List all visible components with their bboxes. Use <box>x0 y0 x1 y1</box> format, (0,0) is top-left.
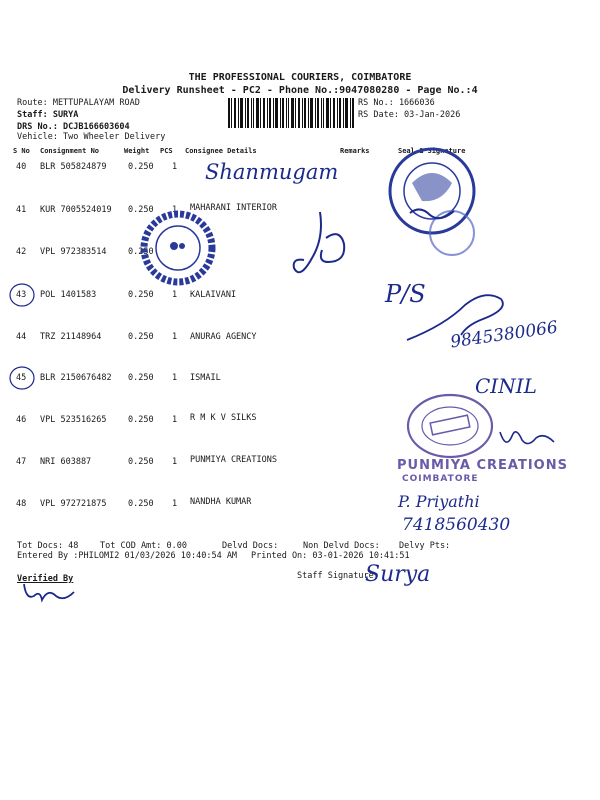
row-pcs: 1 <box>172 290 178 300</box>
entered-by: Entered By :PHILOMI2 01/03/2026 10:40:54 AM <box>17 551 238 561</box>
row-consignee: NANDHA KUMAR <box>190 497 252 507</box>
total-cod-amount: Tot COD Amt: 0.00 <box>100 541 187 551</box>
row-pcs: 1 <box>172 205 178 215</box>
printed-on: Printed On: 03-01-2026 10:41:51 <box>251 551 410 561</box>
row-pcs: 1 <box>172 373 178 383</box>
staff-signature-label: Staff Signature <box>297 571 374 581</box>
row-consignee: MAHARANI INTERIOR <box>190 203 277 213</box>
company-title: THE PROFESSIONAL COURIERS, COIMBATORE <box>188 72 412 83</box>
row-consignment: VPL 972721875 <box>40 499 107 509</box>
drs-label: DRS No.: DCJB166603604 <box>17 122 130 132</box>
col-consignee: Consignee Details <box>185 147 257 155</box>
stamp-punmiya-city: COIMBATORE <box>402 474 479 484</box>
row-pcs: 1 <box>172 415 178 425</box>
row-weight: 0.250 <box>128 457 154 467</box>
row-weight: 0.250 <box>128 290 154 300</box>
rs-date: RS Date: 03-Jan-2026 <box>358 110 461 120</box>
row-weight: 0.250 <box>128 415 154 425</box>
route-label: Route: METTUPALAYAM ROAD <box>17 98 140 108</box>
handwritten-signature-45: CINIL <box>475 374 537 398</box>
col-consignment: Consignment No <box>40 147 100 155</box>
seal-stamp-icon <box>372 143 492 263</box>
row-sno: 48 <box>16 499 27 509</box>
row-weight: 0.250 <box>128 499 154 509</box>
runsheet-subtitle: Delivery Runsheet - PC2 - Phone No.:9047080280 - Page No.:4 <box>122 85 478 96</box>
row-pcs: 1 <box>172 332 178 342</box>
row-sno: 47 <box>16 457 27 467</box>
row-weight: 0.250 <box>128 205 154 215</box>
row-consignment: TRZ 21148964 <box>40 332 102 342</box>
stamp-punmiya-creations: PUNMIYA CREATIONS <box>397 458 568 473</box>
col-seal-signature: Seal & Signature <box>398 147 466 155</box>
handwritten-scribble-42 <box>290 208 360 288</box>
delivered-docs: Delvd Docs: <box>222 541 279 551</box>
row-consignment: POL 1401583 <box>40 290 97 300</box>
verifier-signature-icon <box>20 580 80 606</box>
row-sno: 45 <box>16 373 27 383</box>
row-pcs: 1 <box>172 499 178 509</box>
round-stamp-icon <box>140 210 216 286</box>
vehicle-label: Vehicle: Two Wheeler Delivery <box>17 132 166 142</box>
col-pcs: PCS <box>160 147 173 155</box>
row-pcs: 1 <box>172 162 178 172</box>
non-delivered-docs: Non Delvd Docs: <box>303 541 380 551</box>
row-consignee: ISMAIL <box>190 373 221 383</box>
handwritten-name-48: P. Priyathi <box>398 492 480 511</box>
row-weight: 0.250 <box>128 332 154 342</box>
handwritten-signature-40: Shanmugam <box>205 160 339 184</box>
row-consignee: ANURAG AGENCY <box>190 332 257 342</box>
row-sno: 43 <box>16 290 27 300</box>
circle-mark-45 <box>8 365 38 393</box>
row-weight: 0.250 <box>128 247 154 257</box>
signature-stroke-46 <box>498 422 558 450</box>
row-sno: 46 <box>16 415 27 425</box>
total-docs: Tot Docs: 48 <box>17 541 79 551</box>
row-sno: 40 <box>16 162 27 172</box>
row-consignee: R M K V SILKS <box>190 413 257 423</box>
handwritten-signature-43: P/S <box>385 280 426 308</box>
row-consignee: KALAIVANI <box>190 290 237 300</box>
row-pcs: 1 <box>172 457 178 467</box>
row-sno: 42 <box>16 247 27 257</box>
staff-label: Staff: SURYA <box>17 110 79 120</box>
row-consignment: BLR 2150676482 <box>40 373 112 383</box>
col-remarks: Remarks <box>340 147 370 155</box>
row-consignment: VPL 972383514 <box>40 247 107 257</box>
col-weight: Weight <box>124 147 150 155</box>
row-weight: 0.250 <box>128 162 154 172</box>
row-sno: 41 <box>16 205 27 215</box>
barcode <box>228 98 354 128</box>
company-seal-icon <box>405 393 495 459</box>
row-consignment: VPL 523516265 <box>40 415 107 425</box>
row-consignment: KUR 7005524019 <box>40 205 112 215</box>
row-consignment: BLR 505824879 <box>40 162 107 172</box>
row-sno: 44 <box>16 332 27 342</box>
circle-mark-43 <box>8 282 38 310</box>
row-consignment: NRI 603887 <box>40 457 92 467</box>
verified-by-label: Verified By <box>17 574 74 584</box>
row-consignee: PUNMIYA CREATIONS <box>190 455 277 465</box>
col-sno: S No <box>13 147 30 155</box>
row-weight: 0.250 <box>128 373 154 383</box>
staff-handwritten-signature: Surya <box>365 562 431 587</box>
rs-number: RS No.: 1666036 <box>358 98 435 108</box>
delivery-points: Delvy Pts: <box>399 541 451 551</box>
handwritten-phone-44: 9845380066 <box>449 317 560 353</box>
handwritten-phone-48: 7418560430 <box>402 515 511 535</box>
